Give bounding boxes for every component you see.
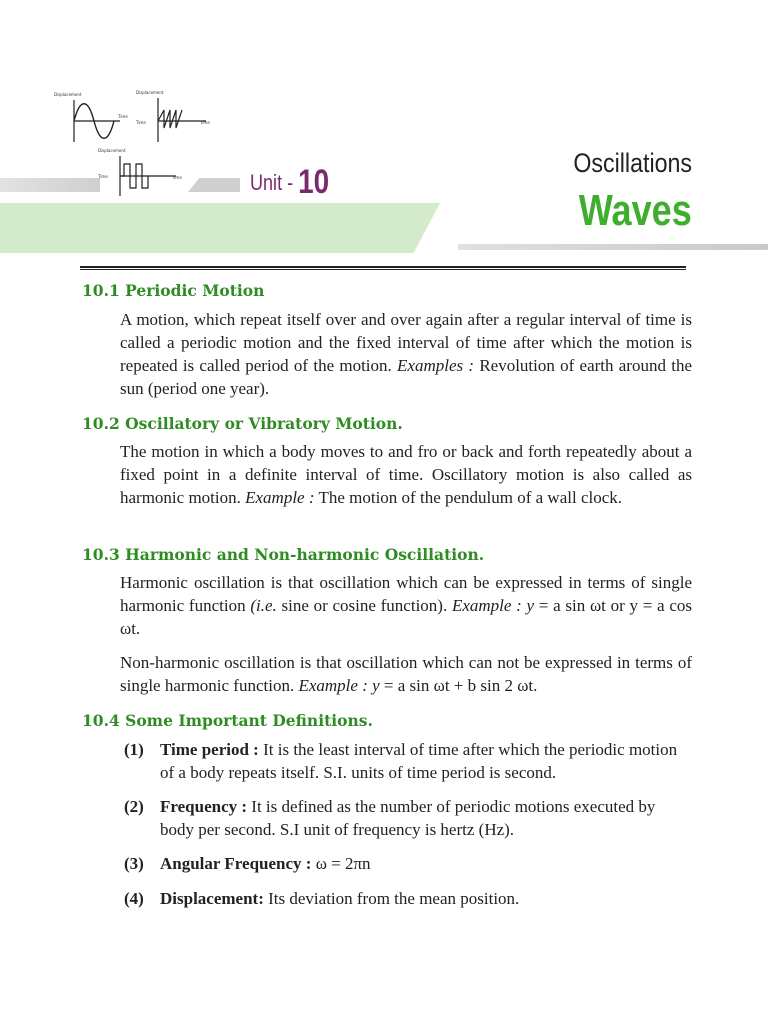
graph-label-displacement-3: Displacement xyxy=(98,148,126,153)
chapter-subtitle: Oscillations xyxy=(573,148,692,178)
graph-label-time-3: Time xyxy=(200,120,210,125)
example-label: Example : y xyxy=(298,676,380,695)
paragraph-text: The motion in which a body moves to and fro or back and forth repeatedly about a fixed point in a definite interval of time. Oscillatory motion is also called as harmonic motion. xyxy=(120,442,692,507)
section-heading-harmonic-oscillation: 10.3 Harmonic and Non-harmonic Oscillation. xyxy=(82,545,485,564)
example-text: = a sin ωt or y = a cos ωt. xyxy=(120,596,692,638)
definition-term: Time period : xyxy=(160,740,259,759)
definition-term: Angular Frequency : xyxy=(160,854,312,873)
graph-label-time-4: Time xyxy=(98,174,108,179)
section-heading-definitions: 10.4 Some Important Definitions. xyxy=(82,711,373,730)
unit-number: 10 xyxy=(298,163,330,201)
paragraph-text-b: sine or cosine function). xyxy=(276,596,452,615)
definition-number: (1) xyxy=(124,740,144,759)
definition-text: It is defined as the number of periodic motions executed by body per second. S.I unit of frequency is hertz (Hz). xyxy=(160,797,656,839)
definition-number: (3) xyxy=(124,854,144,873)
definition-item xyxy=(124,738,692,784)
definition-term: Displacement: xyxy=(160,889,264,908)
graph-label-time-2: Time xyxy=(136,120,146,125)
example-text: = a sin ωt + b sin 2 ωt. xyxy=(379,676,538,695)
paragraph-text: Non-harmonic oscillation is that oscillation which can not be expressed in terms of single harmonic function. xyxy=(120,653,692,695)
paragraph-harmonic-oscillation xyxy=(120,571,692,640)
graph-label-displacement-1: Displacement xyxy=(54,92,82,97)
definition-number: (4) xyxy=(124,889,144,908)
section-heading-oscillatory-motion: 10.2 Oscillatory or Vibratory Motion. xyxy=(82,414,403,433)
example-label: Example : xyxy=(245,488,315,507)
example-text: Revolution of earth around the sun (period one year). xyxy=(120,356,692,398)
definition-number: (2) xyxy=(124,797,144,816)
definition-text: Its deviation from the mean position. xyxy=(263,889,520,908)
graph-label-displacement-2: Displacement xyxy=(136,90,164,95)
chapter-title: Waves xyxy=(579,186,692,235)
header-right-line xyxy=(458,244,768,250)
paragraph-non-harmonic-oscillation xyxy=(120,651,692,697)
unit-label xyxy=(250,160,329,199)
example-label: Example : y xyxy=(451,596,535,615)
paragraph-text: A motion, which repeat itself over and over again after a regular interval of time is called a periodic motion and the fixed interval of time after which the motion is repeated is called period of the motion. xyxy=(120,310,692,375)
section-heading-periodic-motion: 10.1 Periodic Motion xyxy=(82,281,265,300)
paragraph-text: Harmonic oscillation is that oscillation which can be expressed in terms of single harmonic function xyxy=(120,573,692,615)
definition-item xyxy=(124,795,692,841)
paragraph-oscillatory-motion xyxy=(120,440,692,509)
definition-item xyxy=(124,887,692,910)
graph-label-time-1: Time xyxy=(118,114,128,119)
example-label: Examples : xyxy=(397,356,475,375)
header-green-band xyxy=(0,203,440,253)
header-divider xyxy=(80,266,686,270)
oscillation-graphs-icon xyxy=(48,84,218,200)
definition-item xyxy=(124,852,692,875)
example-text: The motion of the pendulum of a wall clock. xyxy=(314,488,623,507)
paragraph-periodic-motion xyxy=(120,308,692,400)
ie-text: (i.e. xyxy=(250,596,277,615)
definition-text: ω = 2πn xyxy=(311,854,371,873)
graph-label-time-5: Time xyxy=(172,175,182,180)
unit-prefix: Unit - xyxy=(250,170,294,195)
definition-text: It is the least interval of time after which the periodic motion of a body repeats itself. S.I. units of time period is second. xyxy=(160,740,678,782)
definition-term: Frequency : xyxy=(160,797,248,816)
